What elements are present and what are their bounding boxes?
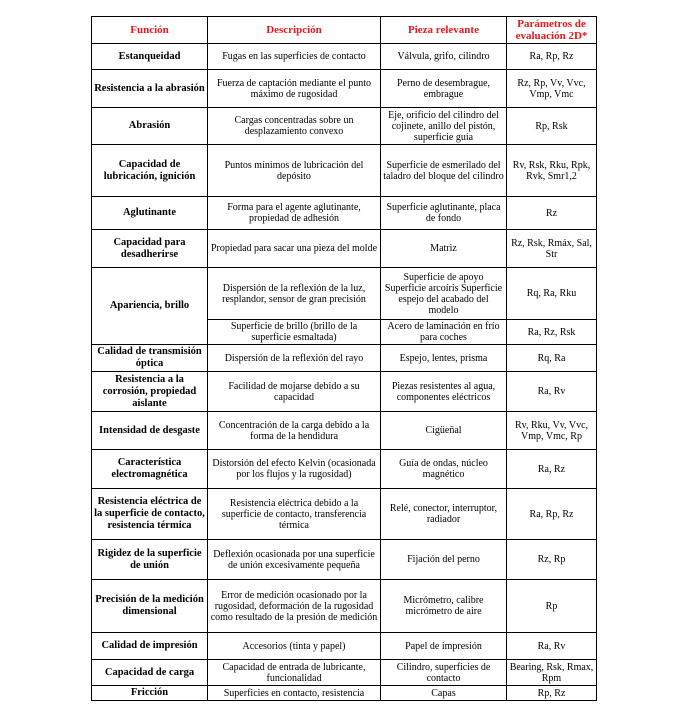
funcion-cell: Capacidad de carga xyxy=(92,660,208,686)
parametros-cell: Ra, Rv xyxy=(507,372,597,412)
pieza-cell: Superficie de apoyo Superficie arcoíris Superficie espejo del acabado del modelo xyxy=(381,268,507,320)
header-parametros: Parámetros de evaluación 2D* xyxy=(507,17,597,44)
table-row xyxy=(92,686,597,701)
pieza-cell: Micrómetro, calibre micrómetro de aire xyxy=(381,580,507,633)
descripcion-cell: Cargas concentradas sobre un desplazamiento convexo xyxy=(208,108,381,145)
table-row xyxy=(92,489,597,540)
pieza-cell: Válvula, grifo, cilindro xyxy=(381,44,507,70)
pieza-cell: Perno de desembrague, embrague xyxy=(381,70,507,108)
parametros-cell: Rq, Ra xyxy=(507,345,597,372)
parametros-cell: Rz, Rp xyxy=(507,540,597,580)
table-row xyxy=(92,660,597,686)
pieza-cell: Cilindro, superficies de contacto xyxy=(381,660,507,686)
pieza-cell: Acero de laminación en frío para coches xyxy=(381,320,507,345)
funcion-cell: Aglutinante xyxy=(92,197,208,230)
pieza-cell: Capas xyxy=(381,686,507,701)
parametros-cell: Ra, Rz xyxy=(507,450,597,489)
descripcion-cell: Accesorios (tinta y papel) xyxy=(208,633,381,660)
parametros-cell: Rz xyxy=(507,197,597,230)
parametros-cell: Rp xyxy=(507,580,597,633)
parametros-cell: Ra, Rz, Rsk xyxy=(507,320,597,345)
pieza-cell: Espejo, lentes, prisma xyxy=(381,345,507,372)
pieza-cell: Eje, orificio del cilindro del cojinete, anillo del pistón, superficie guía xyxy=(381,108,507,145)
pieza-cell: Superficie aglutinante, placa de fondo xyxy=(381,197,507,230)
funcion-cell: Característica electromagnética xyxy=(92,450,208,489)
table-row xyxy=(92,197,597,230)
funcion-cell: Resistencia eléctrica de la superficie de contacto, resistencia térmica xyxy=(92,489,208,540)
descripcion-cell: Superficie de brillo (brillo de la superficie esmaltada) xyxy=(208,320,381,345)
funcion-cell: Rigidez de la superficie de unión xyxy=(92,540,208,580)
header-pieza: Pieza relevante xyxy=(381,17,507,44)
parametros-cell: Rp, Rz xyxy=(507,686,597,701)
funcion-cell: Capacidad para desadherirse xyxy=(92,230,208,268)
funcion-cell: Apariencia, brillo xyxy=(92,268,208,345)
parametros-cell: Rz, Rp, Vv, Vvc, Vmp, Vmc xyxy=(507,70,597,108)
descripcion-cell: Error de medición ocasionado por la rugosidad, deformación de la rugosidad como resultado de la presión de medición xyxy=(208,580,381,633)
table-row xyxy=(92,372,597,412)
parametros-cell: Rp, Rsk xyxy=(507,108,597,145)
funcion-cell: Estanqueidad xyxy=(92,44,208,70)
descripcion-cell: Forma para el agente aglutinante, propiedad de adhesión xyxy=(208,197,381,230)
descripcion-cell: Fuerza de captación mediante el punto máximo de rugosidad xyxy=(208,70,381,108)
descripcion-cell: Puntos mínimos de lubricación del depósito xyxy=(208,145,381,197)
pieza-cell: Matriz xyxy=(381,230,507,268)
funcion-cell: Calidad de impresión xyxy=(92,633,208,660)
parametros-cell: Rq, Ra, Rku xyxy=(507,268,597,320)
header-descripcion: Descripción xyxy=(208,17,381,44)
funcion-cell: Calidad de transmisión óptica xyxy=(92,345,208,372)
funcion-cell: Abrasión xyxy=(92,108,208,145)
table-row xyxy=(92,580,597,633)
descripcion-cell: Resistencia eléctrica debido a la superficie de contacto, transferencia térmica xyxy=(208,489,381,540)
descripcion-cell: Dispersión de la reflexión del rayo xyxy=(208,345,381,372)
table-row xyxy=(92,44,597,70)
descripcion-cell: Facilidad de mojarse debido a su capacidad xyxy=(208,372,381,412)
descripcion-cell: Superficies en contacto, resistencia xyxy=(208,686,381,701)
descripcion-cell: Propiedad para sacar una pieza del molde xyxy=(208,230,381,268)
parametros-cell: Rz, Rsk, Rmáx, Sal, Str xyxy=(507,230,597,268)
table-row xyxy=(92,345,597,372)
header-row xyxy=(92,17,597,44)
funcion-cell: Fricción xyxy=(92,686,208,701)
table-row xyxy=(92,633,597,660)
descripcion-cell: Fugas en las superficies de contacto xyxy=(208,44,381,70)
parametros-cell: Ra, Rp, Rz xyxy=(507,489,597,540)
descripcion-cell: Capacidad de entrada de lubricante, funcionalidad xyxy=(208,660,381,686)
parametros-cell: Bearing, Rsk, Rmax, Rpm xyxy=(507,660,597,686)
pieza-cell: Papel de impresión xyxy=(381,633,507,660)
descripcion-cell: Deflexión ocasionada por una superficie de unión excesivamente pequeña xyxy=(208,540,381,580)
descripcion-cell: Distorsión del efecto Kelvin (ocasionada por los flujos y la rugosidad) xyxy=(208,450,381,489)
funcion-cell: Resistencia a la corrosión, propiedad aislante xyxy=(92,372,208,412)
pieza-cell: Fijación del perno xyxy=(381,540,507,580)
funcion-cell: Intensidad de desgaste xyxy=(92,412,208,450)
funcion-cell: Precisión de la medición dimensional xyxy=(92,580,208,633)
parametros-cell: Rv, Rsk, Rku, Rpk, Rvk, Smr1,2 xyxy=(507,145,597,197)
descripcion-cell: Dispersión de la reflexión de la luz, resplandor, sensor de gran precisión xyxy=(208,268,381,320)
functions-table xyxy=(91,16,597,701)
table-row xyxy=(92,70,597,108)
parametros-cell: Rv, Rku, Vv, Vvc, Vmp, Vmc, Rp xyxy=(507,412,597,450)
funcion-cell: Resistencia a la abrasión xyxy=(92,70,208,108)
descripcion-cell: Concentración de la carga debido a la forma de la hendidura xyxy=(208,412,381,450)
table-row xyxy=(92,412,597,450)
parametros-cell: Ra, Rp, Rz xyxy=(507,44,597,70)
table-row xyxy=(92,450,597,489)
pieza-cell: Relé, conector, interruptor, radiador xyxy=(381,489,507,540)
header-funcion: Función xyxy=(92,17,208,44)
pieza-cell: Guía de ondas, núcleo magnético xyxy=(381,450,507,489)
table-row xyxy=(92,108,597,145)
funcion-cell: Capacidad de lubricación, ignición xyxy=(92,145,208,197)
table-row xyxy=(92,268,597,320)
pieza-cell: Superficie de esmerilado del taladro del bloque del cilindro xyxy=(381,145,507,197)
parametros-cell: Ra, Rv xyxy=(507,633,597,660)
table-row xyxy=(92,145,597,197)
table-row xyxy=(92,230,597,268)
table-row xyxy=(92,540,597,580)
pieza-cell: Cigüeñal xyxy=(381,412,507,450)
pieza-cell: Piezas resistentes al agua, componentes eléctricos xyxy=(381,372,507,412)
